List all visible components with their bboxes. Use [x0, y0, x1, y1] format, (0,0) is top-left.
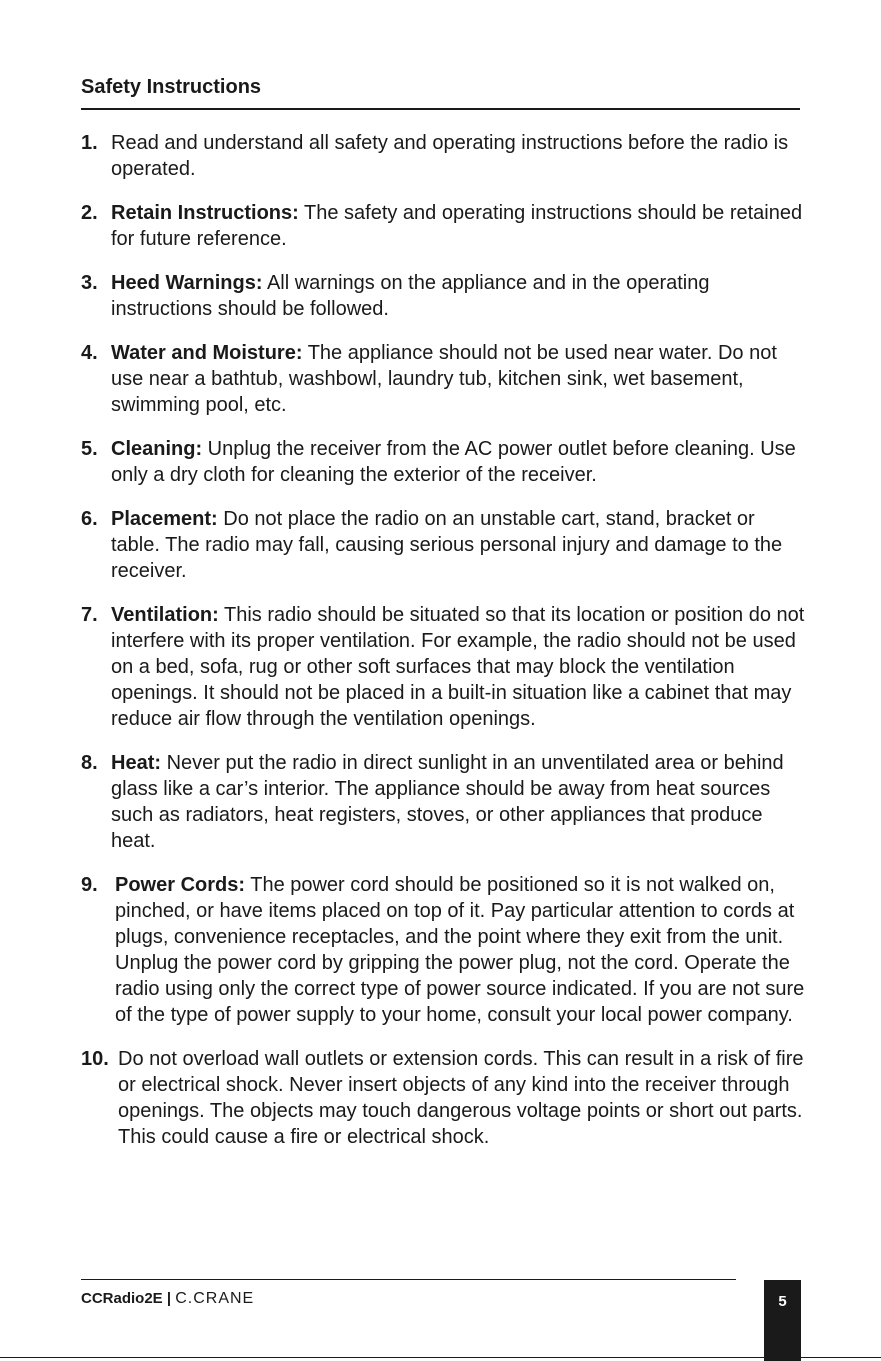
item-number: 5.	[81, 438, 98, 460]
item-title: Heat:	[111, 752, 162, 774]
list-item	[81, 750, 806, 854]
item-title: Water and Moisture:	[111, 342, 303, 364]
safety-instruction-list	[81, 130, 806, 1168]
item-title: Ventilation:	[111, 604, 219, 626]
item-number: 2.	[81, 202, 98, 224]
item-number: 1.	[81, 132, 98, 154]
item-text: The appliance should not be used near water. Do not use near a bathtub, washbowl, laundry tub, kitchen sink, wet basement, swimming pool, etc.	[111, 342, 777, 416]
list-item	[81, 872, 806, 1028]
bottom-edge-line	[0, 1357, 881, 1358]
item-number: 7.	[81, 604, 98, 626]
item-text: The safety and operating instructions should be retained for future reference.	[111, 202, 803, 250]
item-text: Never put the radio in direct sunlight in an unventilated area or behind glass like a car’s interior. The appliance should be away from heat sources such as radiators, heat registers, stoves, or other appliances that produce heat.	[111, 752, 784, 852]
list-item	[81, 1046, 806, 1150]
item-title: Placement:	[111, 508, 218, 530]
item-text: All warnings on the appliance and in the operating instructions should be followed.	[111, 272, 710, 320]
item-number: 8.	[81, 752, 98, 774]
item-title: Cleaning:	[111, 438, 203, 460]
list-item	[81, 506, 806, 584]
footer	[81, 1290, 254, 1308]
item-title: Heed Warnings:	[111, 272, 263, 294]
item-text: The power cord should be positioned so it is not walked on, pinched, or have items placed on top of it. Pay particular attention to cords at plugs, convenience receptacles, and the point where they exit from the unit. Unplug the power cord by gripping the power plug, not the cord. Operate the radio using only the correct type of power source indicated. If you are not sure of the type of power supply to your home, consult your local power company.	[115, 874, 805, 1026]
footer-divider	[81, 1279, 736, 1280]
item-text: Unplug the receiver from the AC power outlet before cleaning. Use only a dry cloth for cleaning the exterior of the receiver.	[111, 438, 796, 486]
item-number: 10.	[81, 1048, 109, 1070]
item-text: Do not overload wall outlets or extension cords. This can result in a risk of fire or electrical shock. Never insert objects of any kind into the receiver through openings. The objects may touch dangerous voltage points or short out parts. This could cause a fire or electrical shock.	[118, 1048, 804, 1148]
list-item	[81, 270, 806, 322]
list-item	[81, 340, 806, 418]
page-number-tab	[764, 1280, 801, 1361]
item-text: Read and understand all safety and operating instructions before the radio is operated.	[111, 132, 789, 180]
item-text: Do not place the radio on an unstable cart, stand, bracket or table. The radio may fall, causing serious personal injury and damage to the receiver.	[111, 508, 783, 582]
item-title: Retain Instructions:	[111, 202, 299, 224]
list-item	[81, 130, 806, 182]
item-text: This radio should be situated so that its location or position do not interfere with its proper ventilation. For example, the radio should not be used on a bed, sofa, rug or other soft surfaces that may block the ventilation openings. It should not be placed in a built-in situation like a cabinet that may reduce air flow through the ventilation openings.	[111, 604, 805, 730]
item-number: 3.	[81, 272, 98, 294]
list-item	[81, 436, 806, 488]
footer-product-name: CCRadio2E |	[81, 1290, 176, 1307]
item-title: Power Cords:	[115, 874, 246, 896]
list-item	[81, 200, 806, 252]
item-number: 4.	[81, 342, 98, 364]
item-number: 6.	[81, 508, 98, 530]
brand-logo: C.CRANE	[175, 1290, 255, 1307]
page-number: 5	[778, 1293, 787, 1310]
page-title: Safety Instructions	[81, 76, 262, 98]
item-number: 9.	[81, 874, 98, 896]
list-item	[81, 602, 806, 732]
title-divider	[81, 108, 800, 110]
